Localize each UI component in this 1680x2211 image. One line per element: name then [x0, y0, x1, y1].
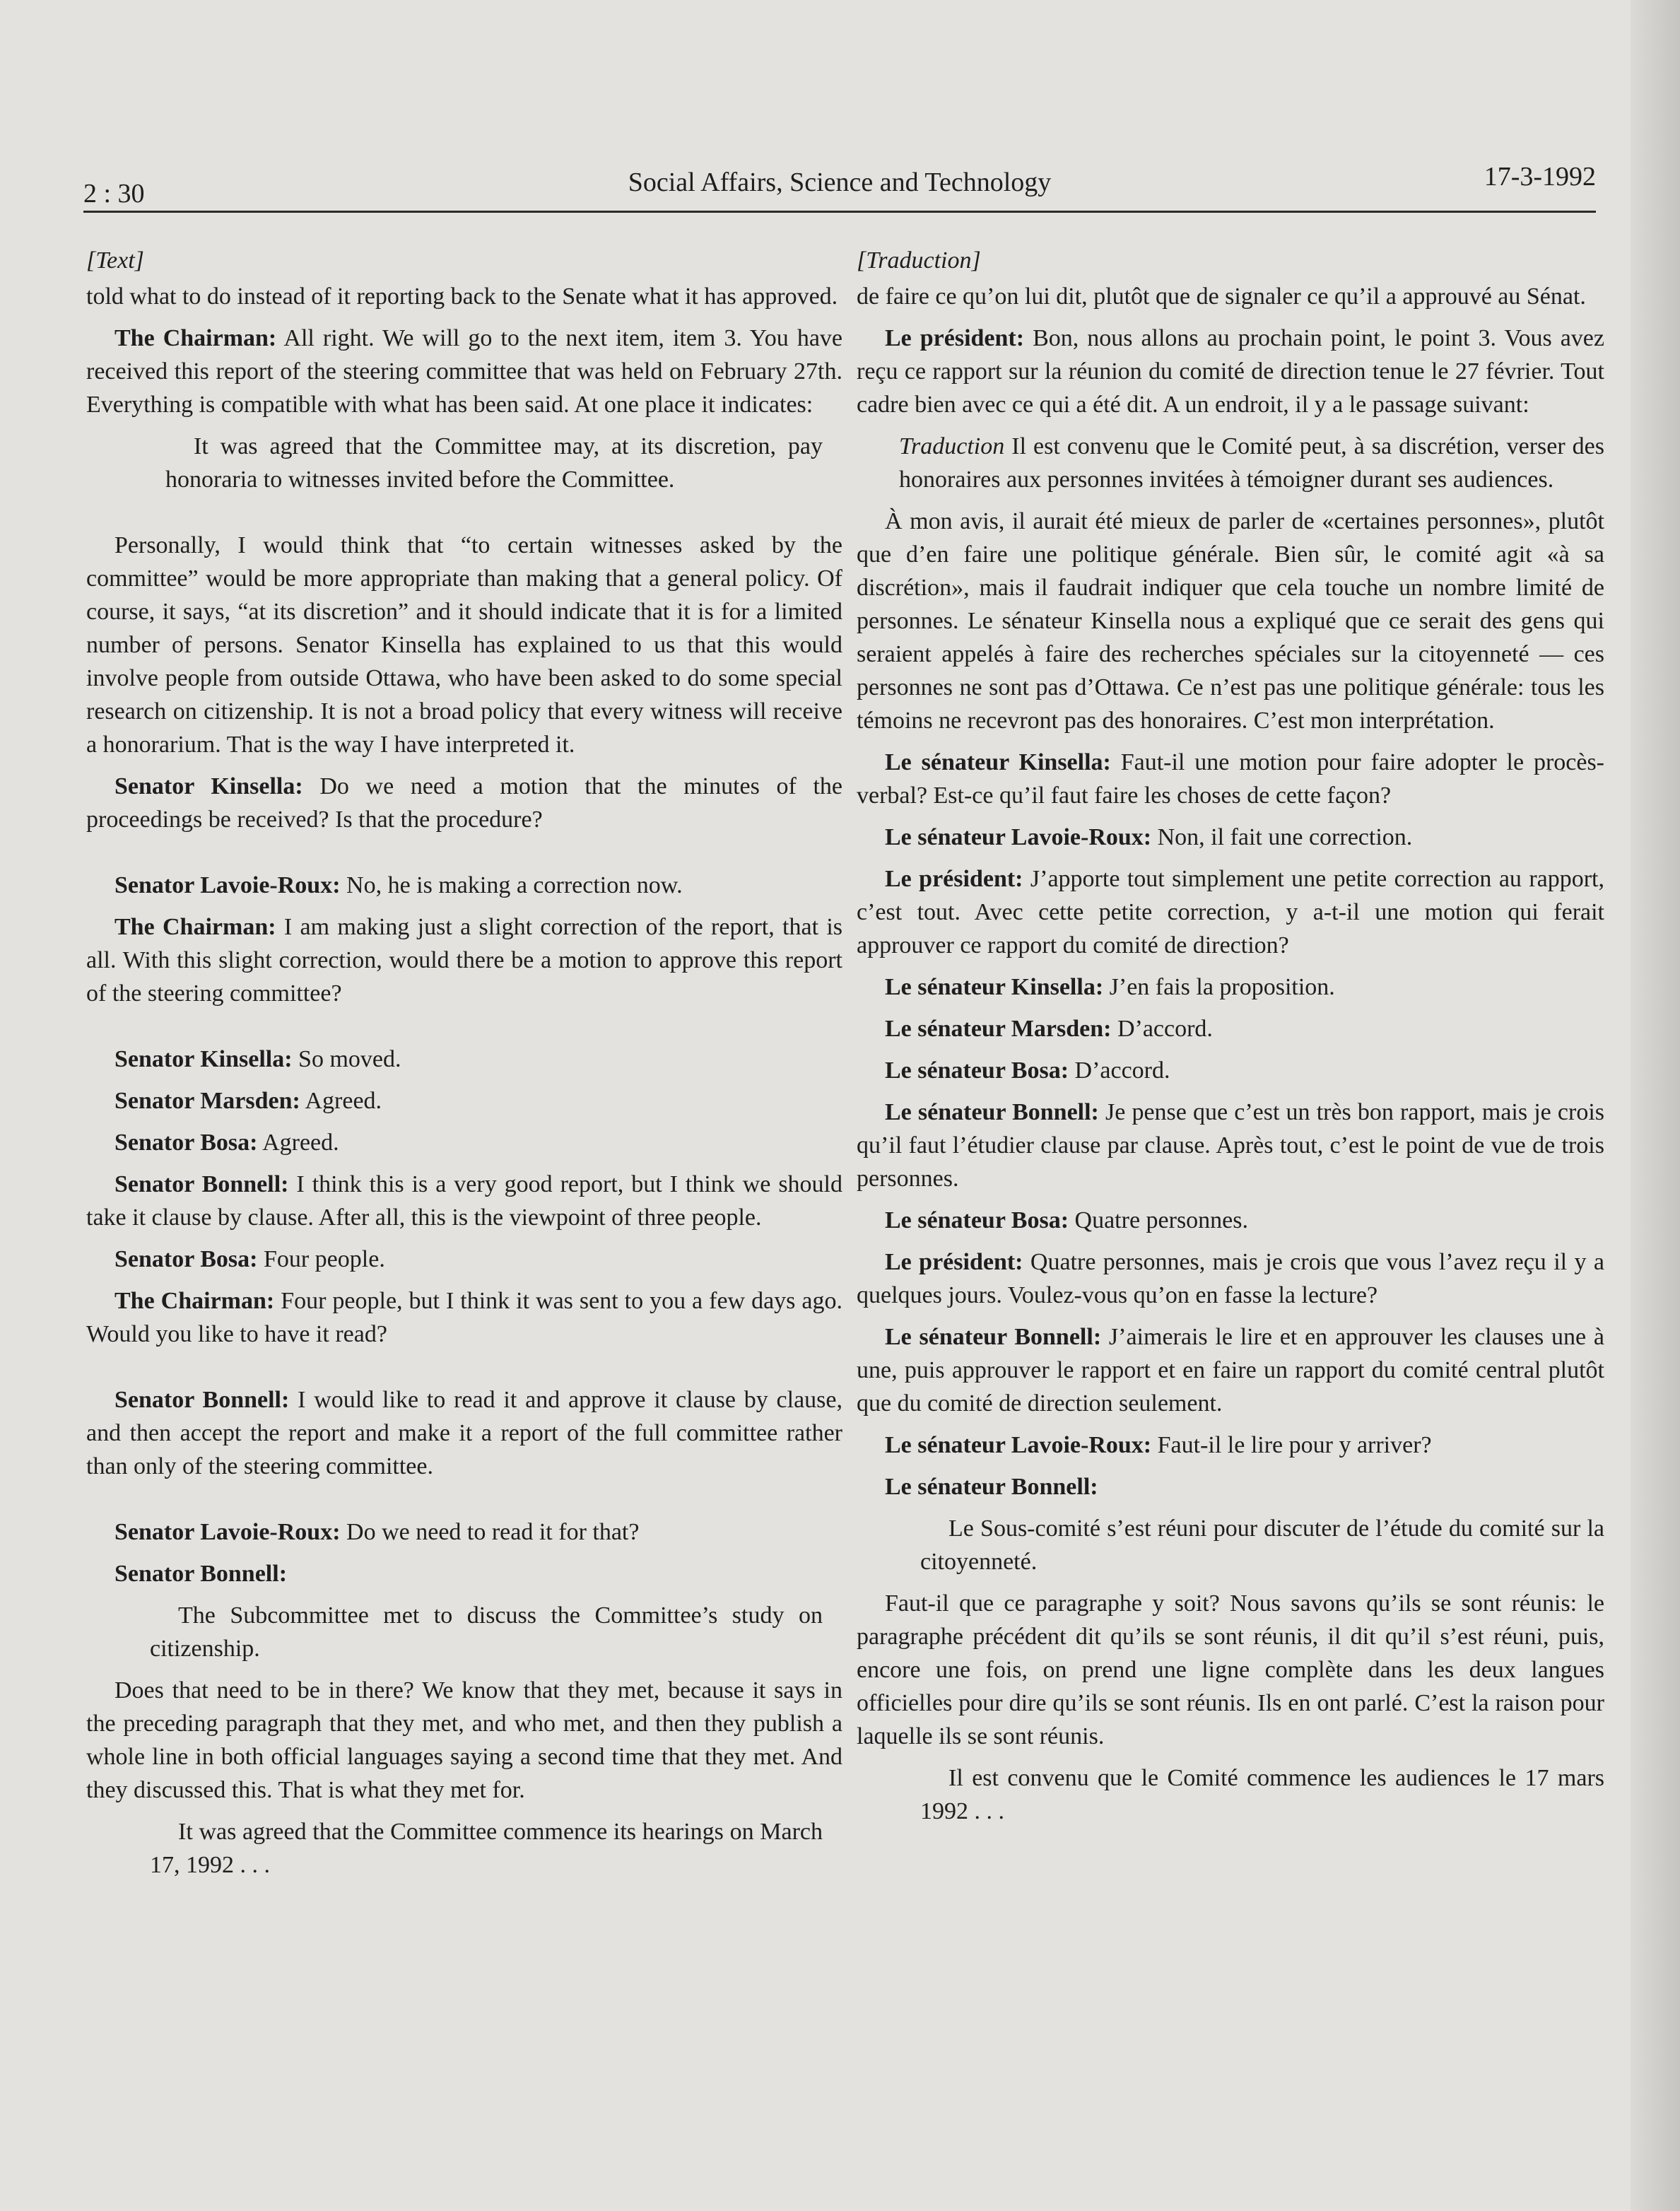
paragraph: told what to do instead of it reporting back to the Senate what it has approved.	[86, 283, 838, 310]
paragraph	[86, 1243, 842, 1276]
page-spine-shadow	[1631, 0, 1680, 2211]
paragraph	[857, 746, 1604, 812]
speech: J’aimerais le lire et en approuver les clauses une à une, puis approuver le rapport et en faire un rapport du comité central plutôt que du comité de direction seulement.	[857, 1324, 1604, 1417]
speaker: The Chairman:	[114, 325, 277, 351]
paragraph	[857, 1204, 1604, 1237]
speaker: The Chairman:	[114, 914, 276, 940]
speech: Faut-il le lire pour y arriver?	[1151, 1432, 1432, 1458]
speaker: Le sénateur Bonnell:	[885, 1099, 1099, 1125]
language-marker: [Text]	[86, 247, 144, 274]
speaker: Senator Bonnell:	[114, 1561, 288, 1587]
speech: D’accord.	[1069, 1057, 1170, 1084]
paragraph	[857, 322, 1604, 421]
speech: J’apporte tout simplement une petite correction au rapport, c’est tout. Avec cette petite correction, y a-t-il une motion qui ferait approuver ce rapport du comité de direction?	[857, 866, 1604, 958]
paragraph	[86, 910, 842, 1010]
speaker: Le président:	[885, 866, 1023, 892]
speaker: The Chairman:	[114, 1288, 275, 1314]
speaker: Le sénateur Marsden:	[885, 1016, 1112, 1042]
speech: I am making just a slight correction of the report, that is all. With this slight correction, would there be a motion to approve this report of the steering committee?	[86, 914, 843, 1007]
speaker: Senator Kinsella:	[114, 1046, 293, 1072]
speaker: Senator Bosa:	[114, 1130, 258, 1156]
paragraph	[86, 1557, 842, 1590]
header-title: Social Affairs, Science and Technology	[628, 168, 1052, 197]
quoted-passage: It was agreed that the Committee may, at its discretion, pay honoraria to witnesses invited before the Committee.	[165, 433, 823, 493]
speech: So moved.	[292, 1046, 401, 1072]
paragraph	[86, 1515, 842, 1549]
speech: Bon, nous allons au prochain point, le point 3. Vous avez reçu ce rapport sur la réunion du comité de direction tenue le 27 février. Tout cadre bien avec ce qui a été dit. A un endroit, il y a le passage suivant:	[857, 325, 1604, 418]
paragraph: Personally, I would think that “to certain witnesses asked by the committee” would be more appropriate than making that a general policy. Of course, it says, “at its discretion” and it should indicate that it is for a limited number of persons. Senator Kinsella has explained to us that this would involve people from outside Ottawa, who have been asked to do some special research on citizenship. It is not a broad policy that every witness will receive a honorarium. That is the way I have interpreted it.	[86, 532, 842, 758]
quoted-passage: It was agreed that the Committee commence its hearings on March 17, 1992 . . .	[150, 1819, 823, 1878]
paragraph	[86, 322, 842, 421]
speaker: Le sénateur Lavoie-Roux:	[885, 824, 1152, 850]
paragraph	[857, 821, 1604, 854]
quoted-passage	[899, 430, 1604, 496]
speaker: Senator Marsden:	[114, 1088, 300, 1114]
paragraph	[857, 1320, 1604, 1420]
speaker: Le président:	[885, 1249, 1023, 1275]
paragraph	[86, 1383, 842, 1483]
paragraph	[857, 1245, 1604, 1312]
paragraph	[86, 1084, 842, 1118]
speaker: Le sénateur Bonnell:	[885, 1474, 1098, 1500]
english-column	[86, 244, 842, 1890]
paragraph: Faut-il que ce paragraphe y soit? Nous savons qu’ils se sont réunis: le paragraphe précédent dit qu’ils se sont réunis, il dit qu’il s’est réuni, puis, encore une fois, on prend une ligne complète dans les deux langues officielles pour dire qu’ils se sont réunis. Ils en ont parlé. C’est la raison pour laquelle ils se sont réunis.	[857, 1590, 1604, 1749]
paragraph	[86, 869, 842, 902]
paragraph	[857, 1096, 1604, 1195]
quote-text: Il est convenu que le Comité peut, à sa discrétion, verser des honoraires aux personnes invitées à témoigner durant ses audiences.	[899, 433, 1604, 493]
paragraph	[86, 1284, 842, 1351]
paragraph	[86, 1043, 842, 1076]
speech: Quatre personnes.	[1069, 1207, 1249, 1233]
speech: I would like to read it and approve it clause by clause, and then accept the report and make it a report of the full committee rather than only of the steering committee.	[86, 1387, 842, 1479]
speech: D’accord.	[1111, 1016, 1213, 1042]
speaker: Senator Bosa:	[114, 1246, 258, 1272]
paragraph: À mon avis, il aurait été mieux de parler de «certaines personnes», plutôt que d’en faire une politique générale. Bien sûr, le comité agit «à sa discrétion», mais il faudrait indiquer que cela touche un nombre limité de personnes. Le sénateur Kinsella nous a expliqué que ce serait des gens qui seraient appelés à faire des recherches spéciales sur la citoyenneté — ces personnes ne sont pas d’Ottawa. Ce n’est pas une politique générale: tous les témoins ne recevront pas des honoraires. C’est mon interprétation.	[857, 508, 1604, 734]
speaker: Le sénateur Lavoie-Roux:	[885, 1432, 1152, 1458]
paragraph	[857, 862, 1604, 962]
speech: Agreed.	[300, 1088, 382, 1114]
header-date: 17-3-1992	[1484, 162, 1596, 192]
speaker: Le président:	[885, 325, 1025, 351]
speech: Je pense que c’est un très bon rapport, mais je crois qu’il faut l’étudier clause par clause. Après tout, c’est le point de vue de trois personnes.	[857, 1099, 1604, 1192]
paragraph	[857, 970, 1604, 1004]
paragraph	[86, 1126, 842, 1159]
speaker: Le sénateur Bosa:	[885, 1207, 1069, 1233]
speech: Do we need a motion that the minutes of the proceedings be received? Is that the procedure?	[86, 773, 843, 833]
speaker: Senator Lavoie-Roux:	[114, 872, 341, 898]
speech: Non, il fait une correction.	[1151, 824, 1413, 850]
paragraph	[857, 1012, 1604, 1045]
paragraph	[857, 1054, 1604, 1087]
quoted-passage: Il est convenu que le Comité commence les audiences le 17 mars 1992 . . .	[920, 1765, 1604, 1824]
french-column	[857, 244, 1604, 1836]
speech: Agreed.	[257, 1130, 339, 1156]
running-header	[83, 161, 1596, 213]
speech: Faut-il une motion pour faire adopter le procès-verbal? Est-ce qu’il faut faire les choses de cette façon?	[857, 749, 1605, 809]
speaker: Le sénateur Kinsella:	[885, 749, 1111, 775]
speaker: Le sénateur Bonnell:	[885, 1324, 1102, 1350]
paragraph	[857, 1429, 1604, 1462]
page-number: 2 : 30	[83, 179, 145, 209]
speaker: Senator Bonnell:	[114, 1171, 289, 1197]
translation-label: Traduction	[899, 433, 1005, 459]
speaker: Le sénateur Kinsella:	[885, 974, 1104, 1000]
speech: Quatre personnes, mais je crois que vous l’avez reçu il y a quelques jours. Voulez-vous qu’on en fasse la lecture?	[857, 1249, 1604, 1308]
paragraph	[857, 1470, 1604, 1503]
speech: I think this is a very good report, but I think we should take it clause by clause. After all, this is the viewpoint of three people.	[86, 1171, 843, 1231]
quoted-passage: The Subcommittee met to discuss the Committee’s study on citizenship.	[150, 1602, 823, 1662]
language-marker: [Traduction]	[857, 247, 981, 274]
speaker: Le sénateur Bosa:	[885, 1057, 1069, 1084]
paragraph: Does that need to be in there? We know that they met, because it says in the preceding paragraph that they met, and who met, and then they publish a whole line in both official languages saying a second time that they met. And they discussed this. That is what they met for.	[86, 1677, 842, 1803]
speech: Four people, but I think it was sent to you a few days ago. Would you like to have it read?	[86, 1288, 842, 1347]
speech: No, he is making a correction now.	[340, 872, 683, 898]
speaker: Senator Kinsella:	[114, 773, 303, 799]
quoted-passage: Le Sous-comité s’est réuni pour discuter de l’étude du comité sur la citoyenneté.	[920, 1515, 1604, 1575]
speech: Do we need to read it for that?	[340, 1519, 640, 1545]
speech: Four people.	[257, 1246, 385, 1272]
paragraph	[86, 1168, 842, 1234]
paragraph	[86, 770, 842, 836]
speaker: Senator Lavoie-Roux:	[114, 1519, 341, 1545]
speaker: Senator Bonnell:	[114, 1387, 290, 1413]
paragraph: de faire ce qu’on lui dit, plutôt que de signaler ce qu’il a approuvé au Sénat.	[857, 283, 1586, 310]
speech: All right. We will go to the next item, item 3. You have received this report of the steering committee that was held on February 27th. Everything is compatible with what has been said. At one place it indicates:	[86, 325, 842, 418]
speech: J’en fais la proposition.	[1103, 974, 1335, 1000]
